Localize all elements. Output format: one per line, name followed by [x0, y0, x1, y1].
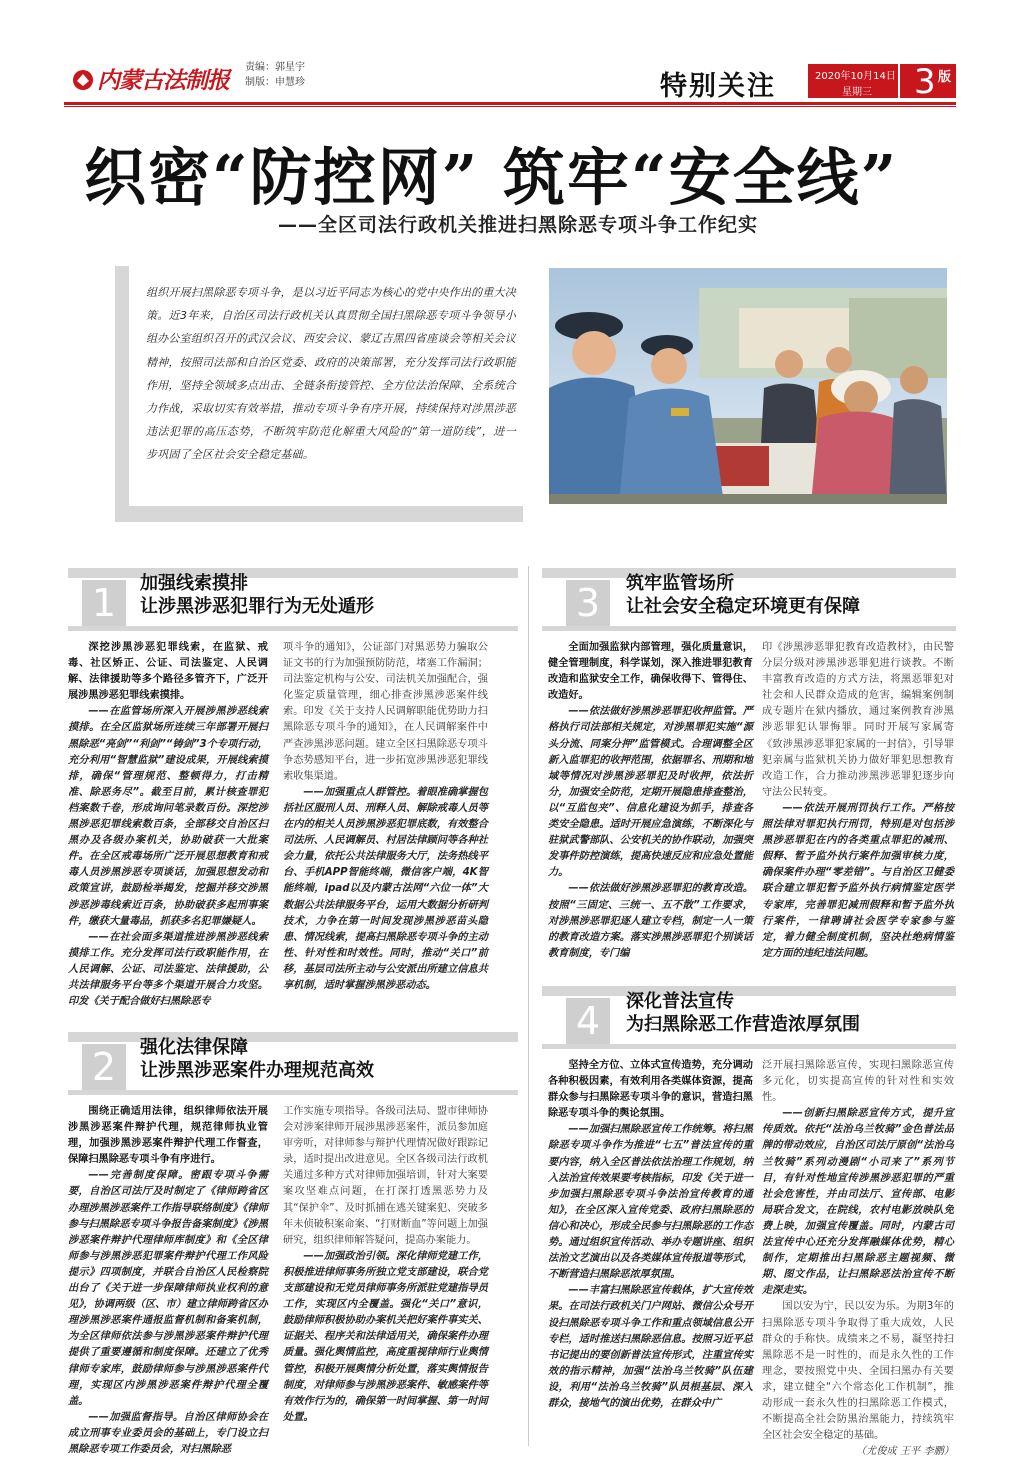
- section4-title: [626, 990, 860, 1036]
- section2-title-line1: 强化法律保障: [140, 1037, 248, 1058]
- section4-para3: 泛开展扫黑除恶宣传，实现扫黑除恶宣传多元化，切实提高宣传的针对性和实效性。: [762, 1060, 954, 1104]
- issue-weekday: 星期三: [842, 87, 872, 98]
- column-divider: [528, 566, 529, 1446]
- paper-logo: [72, 62, 229, 94]
- section4-column-b: [762, 1058, 954, 1460]
- section4-number: 4: [566, 998, 610, 1044]
- section3-title-line1: 筑牢监管场所: [626, 573, 734, 594]
- section2-lead: 围绕正确适用法律，组织律师依法开展涉黑涉恶案件辩护代理，规范律师执业管理，加强涉黑涉恶案件辩护代理工作督查，保障扫黑除恶专项斗争有序进行。: [68, 1106, 268, 1166]
- section2-para2: ——加强监督指导。自治区律师协会在成立刑事专业委员会的基础上，专门设立扫黑除恶专项工作委员会，对扫黑除恶: [68, 1411, 268, 1455]
- section2-title-line2: 让涉黑涉恶案件办理规范高效: [140, 1060, 374, 1081]
- producer-name: 制版：申慧珍: [245, 77, 305, 88]
- page-number: 3: [914, 62, 936, 102]
- section4-title-line2: 为扫黑除恶工作营造浓厚氛围: [626, 1014, 860, 1035]
- headline-title: 织密“防控网” 筑牢“安全线”: [84, 141, 899, 214]
- news-photo: [549, 268, 947, 504]
- section1-number: 1: [82, 580, 126, 626]
- section2-column-a: [68, 1104, 268, 1458]
- issue-date: 2020年10月14日: [815, 71, 896, 82]
- section1-title-line1: 加强线索摸排: [140, 573, 248, 594]
- photo-illustration: [549, 268, 947, 504]
- section1-para2: ——在社会面多渠道推进涉黑涉恶线索摸排工作。充分发挥司法行政职能作用，在人民调解、公证、司法鉴定、法律援助，公共法律服务平台等多个渠道开展合力攻坚。印发《关于配合做好扫黑除恶专: [68, 931, 268, 1008]
- editor-credits: [245, 60, 305, 90]
- section2-number: 2: [82, 1044, 126, 1090]
- section2-title: [140, 1036, 374, 1082]
- section1-title: [140, 572, 374, 618]
- section4-bar-bottom: [542, 1044, 956, 1049]
- section1-column-b: [283, 640, 488, 994]
- section1-title-line2: 让涉黑涉恶犯罪行为无处遁形: [140, 596, 374, 617]
- section3-title: [626, 572, 860, 618]
- section2-para4: ——加强政治引领。深化律师党建工作，积极推进律师事务所独立党支部建设，联合党支部建设和无党员律师事务所派驻党建指导员工作，实现区内全覆盖。强化“关口”意识，鼓励律师积极协助办案机关把好案件事实关、证据关、程序关和法律适用关，确保案件办理质量。强化舆情监控，高度重视律师行业舆情管控，积极开展舆情分析处置，落实舆情报告制度，对律师参与涉黑涉恶案件、敏感案件等有效作行为的，确保第一时间掌握、第一时间处置。: [283, 1250, 488, 1423]
- section3-para1: ——依法做好涉黑涉恶罪犯收押监管。严格执行司法部相关规定，对涉黑罪犯实施“源头分流、同案分押”监管模式。合理调整全区新入监罪犯的收押范围，依据罪名、刑期和地域等情况对涉黑涉恶罪犯及时收押，依法折分，加强安全防范，定期开展隐患排查整治，以“互监包夹”、信息化建设为抓手，排查各类安全隐患。适时开展应急演练，不断深化与驻狱武警部队、公安机关的协作联动，加强突发事件防控演练，提高快速反应和应急处置能力。: [548, 706, 753, 879]
- date-box: [808, 64, 898, 98]
- section4-para2: ——丰富扫黑除恶宣传载体，扩大宣传效果。在司法行政机关门户网站、微信公众号开设扫黑除恶专项斗争工作和重点领域信息公开专栏，适时推送扫黑除恶信息。按照习近平总书记提出的要创新普法宣传形式，注重宣传实效的指示精神，加强“法治乌兰牧骑”队伍建设，利用“法治乌兰牧骑”队员根基层、深入群众，接地气的演出优势，在群众中广: [548, 1285, 753, 1409]
- section4-byline: （尤俊成 王平 李鹏）: [855, 1446, 954, 1458]
- section1-para1: ——在监管场所深入开展涉黑涉恶线索摸排。在全区监狱场所连续三年部署开展扫黑除恶“亮剑”“利剑”“铸剑”3个专项行动，充分利用“智慧监狱”建设成果，开展线索摸排，确保“管理规范、整顿得力，打击精准、除恶务尽”。截至目前，累计核查罪犯档案数千卷，形成询问笔录数百份。深挖涉黑涉恶犯罪线索数百条，全部移交自治区扫黑办及各级办案机关，协助破获一大批案件。在全区戒毒场所广泛开展思想教育和戒毒人员涉黑涉恶专项谈话，加强思想发动和政策宣讲，鼓励检举揭发，挖掘并移交涉黑涉恶涉毒线索近百条，协助破获多起刑事案件，缴获大量毒品，抓获多名犯罪嫌疑人。: [68, 706, 268, 927]
- section2-para1: ——完善制度保障。密跟专项斗争需要，自治区司法厅及时制定了《律师跨省区办理涉黑涉恶案件工作指导联络制度》《律师参与扫黑除恶专项斗争报告备案制度》《涉黑涉恶案件辩护代理律师库制度》和《全区律师参与涉黑涉恶犯罪案件辩护代理工作风险提示》四项制度，并联合自治区人民检察院出台了《关于进一步保障律师执业权利的意见》，协调两级（区、市）建立律师跨省区办理涉黑涉恶案件通报监督机制和备案机制，为全区律师依法参与涉黑涉恶案件辩护代理提供了重要遵循和制度保障。还建立了优秀律师专家库，鼓励律师参与涉黑涉恶案件代理，实现区内涉黑涉恶案件辩护代理全覆盖。: [68, 1170, 268, 1407]
- intro-text: 组织开展扫黑除恶专项斗争，是以习近平同志为核心的党中央作出的重大决策。近3年来，自治区司法行政机关认真贯彻全国扫黑除恶专项斗争领导小组办公室组织召开的武汉会议、西安会议、蒙辽吉黑四省座谈会等相关会议精神，按照司法部和自治区党委、政府的决策部署，充分发挥司法行政职能作用，坚持全领域多点出击、全链条衔接管控、全方位法治保障、全系统合力作战，采取切实有效举措，推动专项斗争有序开展，持续保持对涉黑涉恶违法犯罪的高压态势，不断筑牢防范化解重大风险的“第一道防线”，进一步巩固了全区社会安全稳定基础。: [146, 286, 516, 462]
- section4-para1: ——加强扫黑除恶宣传工作统筹。将扫黑除恶专项斗争作为推进“七五”普法宣传的重要内容，纳入全区普法依法治理工作规划，纳入法治宣传效果要考核指标，印发《关于进一步加强扫黑除恶专项斗争法治宣传教育的通知》，在全区深入宣传党委、政府扫黑除恶的信心和决心，形成全民参与扫黑除恶的工作态势。通过组织宣传活动、举办专题讲座、组织法治文艺演出以及各类媒体宣传报道等形式，不断营造扫黑除恶浓厚氛围。: [548, 1124, 753, 1281]
- section1-bar-bottom: [68, 626, 518, 631]
- section3-title-line2: 让社会安全稳定环境更有保障: [626, 596, 860, 617]
- page-label: 版: [938, 70, 952, 85]
- section4-para4: ——创新扫黑除恶宣传方式，提升宣传质效。依托“法治乌兰牧骑”金色普法品牌的带动效应，自治区司法厅原创“法治乌兰牧骑”系列动漫剧“小司来了”系列节目，有针对性地宣传涉黑涉恶犯罪的严重社会危害性，并由司法厅、宣传部、电影局联合发文，在院线，农村电影放映队免费上映，加强宣传覆盖。同时，内蒙古司法宣传中心还充分发挥融媒体优势，精心制作，定期推出扫黑除恶主题视频、微期、图文作品，让扫黑除恶法治宣传不断走深走实。: [762, 1108, 954, 1297]
- section4-title-line1: 深化普法宣传: [626, 991, 734, 1012]
- section4-lead: 坚持全方位、立体式宣传造势，充分调动各种积极因素，有效利用各类媒体资源，提高群众参与扫黑除恶专项斗争的意识，营造扫黑除恶专项斗争的舆论氛围。: [548, 1060, 753, 1120]
- section3-para2: ——依法做好涉黑涉恶罪犯的教育改造。按照“三固定、三统一、五不散”工作要求，对涉黑涉恶罪犯逐人建立专档，制定一人一策的教育改造方案。落实涉黑涉恶罪犯个别谈话教育制度，专门编: [548, 883, 753, 959]
- section1-column-a: [68, 640, 268, 1010]
- section1-para3: 项斗争的通知》，公证部门对黑恶势力骗取公证文书的行为加强预防防范，堵塞工作漏洞；司法鉴定机构与公安、司法机关加强配合，强化鉴定质量管理，细心排查涉黑涉恶案件线索。印发《关于支持人民调解职能优势助力扫黑除恶专项斗争的通知》，在人民调解案件中严查涉黑涉恶问题。建立全区扫黑除恶专项斗争态势感知平台，进一步拓宽涉黑涉恶犯罪线索收集渠道。: [283, 642, 488, 782]
- section2-column-b: [283, 1104, 488, 1426]
- section3-para3: 印《涉黑涉恶罪犯教育改造教材》，由民警分层分级对涉黑涉恶罪犯进行谈教。不断丰富教育改造的方式方法，将黑恶罪犯对社会和人民群众造成的危害，编辑案例制成专题片在狱内播放，通过案例教育涉黑涉恶罪犯认罪悔罪。同时开展写家属寄《致涉黑涉恶罪犯家属的一封信》，引导罪犯亲属与监狱机关协力做好罪犯思想教育改造工作，合力推动涉黑涉恶罪犯逐步向守法公民转变。: [762, 642, 954, 798]
- masthead-rule: [64, 102, 956, 105]
- section1-lead: 深挖涉黑涉恶犯罪线索，在监狱、戒毒、社区矫正、公证、司法鉴定、人民调解、法律援助等多个路径多管齐下，广泛开展涉黑涉恶犯罪线索摸排。: [68, 642, 268, 702]
- section-name: 特别关注: [660, 71, 776, 102]
- page-number-box: [900, 62, 956, 102]
- paper-emblem-icon: [72, 69, 94, 91]
- masthead-rule-thin: [64, 106, 956, 107]
- headline-subtitle: ——全区司法行政机关推进扫黑除恶专项斗争工作纪实: [278, 214, 759, 236]
- section1-para4: ——加强重点人群管控。着眼准确掌握包括社区服刑人员、刑释人员、解除戒毒人员等在内的相关人员涉黑涉恶犯罪底数，有效整合司法所、人民调解员、村居法律顾问等各种社会力量，依托公共法律服务大厅，法务热线平台、手机APP智能终端，微信客户端，4K智能终端，ipad以及内蒙古法网“六位一体”大数据公共法律服务平台，运用大数据分析研判技术，力争在第一时间发现涉黑涉恶苗头隐患、情况线索，提高扫黑除恶专项斗争的主动性、针对性和时效性。同时，推动“关口”前移，基层司法所主动与公安派出所建立信息共享机制，适时掌握涉黑涉恶动态。: [283, 786, 488, 991]
- section2-para3: 工作实施专项指导。各级司法局、盟市律师协会对涉案律师开展涉黑涉恶案件，派员参加庭审旁听，对律师参与辩护代理情况做好跟踪记录，适时提出改进意见。全区各级司法行政机关通过多种方式对律师加强培训，针对大案要案攻坚难点问题，在打深打透黑恶势力及其“保护伞”、及时抓捕在逃关键案犯、突破多年未侦破积案命案、“打财断血”等问题上加强研究，组织律师解答疑问，提高办案能力。: [283, 1106, 488, 1246]
- section3-column-b: [762, 640, 954, 962]
- section3-para4: ——依法开展刑罚执行工作。严格按照法律对罪犯执行刑罚，特别是对包括涉黑涉恶罪犯在内的各类重点罪犯的减刑、假释、暂予监外执行案件加强审核力度，确保案件办理“零差错”。与自治区卫健委联合建立罪犯暂予监外执行病情鉴定医学专家库，完善罪犯减刑假释和暂予监外执行案件，一律聘请社会医学专家参与鉴定，着力健全制度机制，坚决杜绝病情鉴定方面的违纪违法问题。: [762, 802, 954, 959]
- section3-bar-bottom: [542, 626, 956, 631]
- section4-column-a: [548, 1058, 753, 1412]
- section2-bar-bottom: [68, 1090, 518, 1095]
- section3-number: 3: [566, 580, 610, 626]
- editor-name: 责编：郭星宇: [245, 62, 305, 73]
- section4-para5: 国以安为宁，民以安为乐。为期3年的扫黑除恶专项斗争取得了重大成效，人民群众的手称快。成绩来之不易，凝坚持扫黑除恶不是一时性的，而是永久性的工作理念，要按照党中央、全国扫黑办有关要求，建立健全“六个常态化工作机制”，推动形成一套永久性的扫黑除恶工作模式，不断提高全社会防黑治黑能力，持续筑牢全区社会安全稳定的基础。: [762, 1301, 954, 1442]
- section3-lead: 全面加强监狱内部管理，强化质量意识，健全管理制度，科学谋划，深入推进罪犯教育改造和监狱安全工作，确保收得下、管得住、改造好。: [548, 642, 753, 702]
- paper-name: 内蒙古法制报: [97, 67, 229, 94]
- section3-column-a: [548, 640, 753, 962]
